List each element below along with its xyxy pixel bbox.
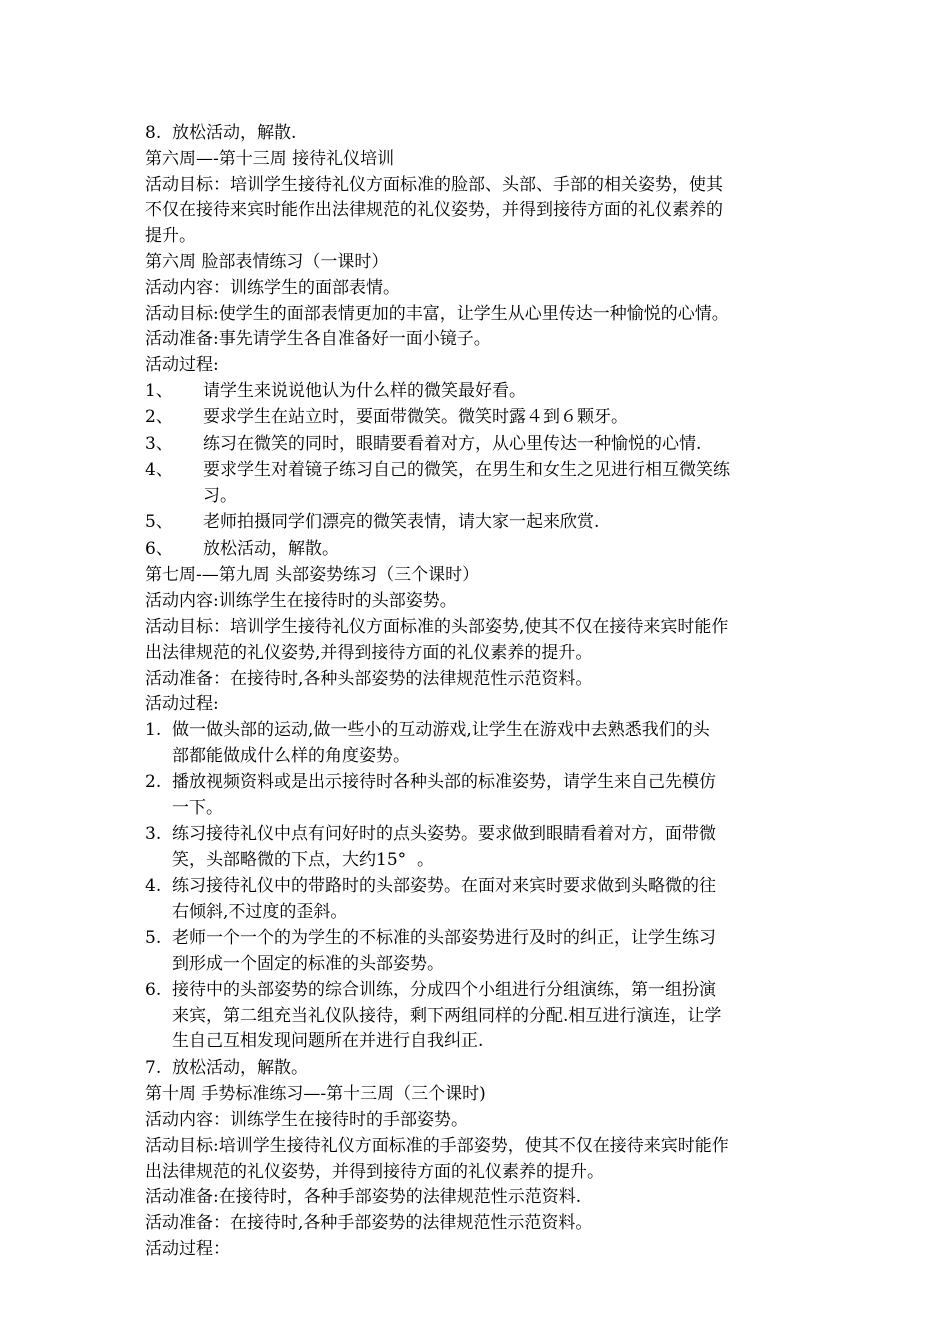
text-line: 活动准备：在接待时,各种手部姿势的法律规范性示范资料。 [145,1213,593,1234]
list-item [145,432,815,458]
text-line: 活动目标：培训学生接待礼仪方面标准的脸部、头部、手部的相关姿势，使其 [145,174,723,195]
text-line: 活动过程: [145,355,219,376]
list-item [145,926,815,977]
list-item-number: 6、 [145,538,173,559]
list-item [145,718,815,769]
text-line: 活动内容：训练学生的面部表情。 [145,277,400,298]
text-line: 出法律规范的礼仪姿势,并得到接待方面的礼仪素养的提升。 [145,642,593,663]
list-item-text: 做一做头部的运动,做一些小的互动游戏,让学生在游戏中去熟悉我们的头 部都能做成什么样的角度姿势。 [172,720,710,766]
list-item-number: 7. [145,1057,162,1078]
section-heading: 第六周 脸部表情练习（一课时） [145,251,389,272]
text-line: 提升。 [145,226,196,247]
list-item-number: 1. [145,720,162,741]
document-body [145,121,815,1263]
list-item-number: 3. [145,824,162,845]
list-item-text: 要求学生在站立时，要面带微笑。微笑时露４到６颗牙。 [203,407,628,428]
text-line: 出法律规范的礼仪姿势，并得到接待方面的礼仪素养的提升。 [145,1161,604,1182]
list-item-text: 要求学生对着镜子练习自己的微笑，在男生和女生之见进行相互微笑练 习。 [203,460,730,506]
section-heading: 第七周-—第九周 头部姿势练习（三个课时） [145,565,480,586]
text-line: 活动准备：在接待时,各种头部姿势的法律规范性示范资料。 [145,668,593,689]
text-line: 8. 放松活动，解散. [145,123,297,143]
text-line: 活动过程: [145,694,219,715]
list-item [145,405,815,431]
list-item-text: 老师一个一个的为学生的不标准的头部姿势进行及时的纠正，让学生练习 到形成一个固定的标准的头部姿势。 [172,928,716,974]
list-item-text: 练习接待礼仪中的带路时的头部姿势。在面对来宾时要求做到头略微的往 右倾斜,不过度的歪斜。 [172,876,716,922]
process-list-2 [145,718,815,1081]
list-item-number: 3、 [145,433,173,454]
list-item-number: 5. [145,928,162,949]
text-line: 活动目标:培训学生接待礼仪方面标准的手部姿势，使其不仅在接待来宾时能作 [145,1135,729,1156]
list-item [145,978,815,1055]
list-item-text: 放松活动，解散。 [203,538,339,559]
text-line: 不仅在接待来宾时能作出法律规范的礼仪姿势，并得到接待方面的礼仪素养的 [145,200,723,221]
list-item-text: 老师拍摄同学们漂亮的微笑表情，请大家一起来欣赏. [203,512,600,533]
list-item-number: 4、 [145,460,173,481]
list-item [145,1056,815,1082]
text-line: 活动目标：培训学生接待礼仪方面标准的头部姿势,使其不仅在接待来宾时能作 [145,617,729,638]
section-heading: 第十周 手势标准练习—-第十三周（三个课时) [145,1084,486,1105]
list-item-text: 接待中的头部姿势的综合训练，分成四个小组进行分组演练，第一组扮演 来宾，第二组充当礼仪队接待，剩下两组同样的分配.相互进行演连，让学 生自己互相发现问题所在并进行自我纠正. [172,980,722,1052]
list-item-text: 放松活动，解散。 [172,1057,308,1078]
text-line: 活动内容:训练学生在接待时的头部姿势。 [145,591,457,612]
list-item-number: 1、 [145,380,173,401]
list-item-number: 2、 [145,407,173,428]
list-item [145,458,815,509]
list-item-number: 5、 [145,512,173,533]
text-line: 活动过程： [145,1239,230,1260]
list-item-text: 播放视频资料或是出示接待时各种头部的标准姿势，请学生来自己先模仿 一下。 [172,772,716,818]
text-line: 活动内容：训练学生在接待时的手部姿势。 [145,1110,468,1131]
list-item-number: 6. [145,980,162,1001]
text-line: 活动目标:使学生的面部表情更加的丰富，让学生从心里传达一种愉悦的心情。 [145,303,729,324]
list-item [145,770,815,821]
section-heading: 第六周—-第十三周 接待礼仪培训 [145,148,395,169]
list-item-text: 请学生来说说他认为什么样的微笑最好看。 [203,380,526,401]
list-item [145,822,815,873]
list-item [145,537,815,563]
list-item-number: 2. [145,772,162,793]
list-item [145,874,815,925]
list-item [145,379,815,405]
list-item-text: 练习在微笑的同时，眼睛要看着对方，从心里传达一种愉悦的心情. [203,433,702,454]
text-line: 活动准备:在接待时，各种手部姿势的法律规范性示范资料. [145,1187,582,1208]
list-item [145,510,815,536]
text-line: 活动准备:事先请学生各自准备好一面小镜子。 [145,329,491,350]
list-item-number: 4. [145,876,162,897]
process-list-1 [145,379,815,563]
list-item-text: 练习接待礼仪中点有问好时的点头姿势。要求做到眼睛看着对方，面带微 笑，头部略微的下点，大约15° 。 [172,824,716,870]
